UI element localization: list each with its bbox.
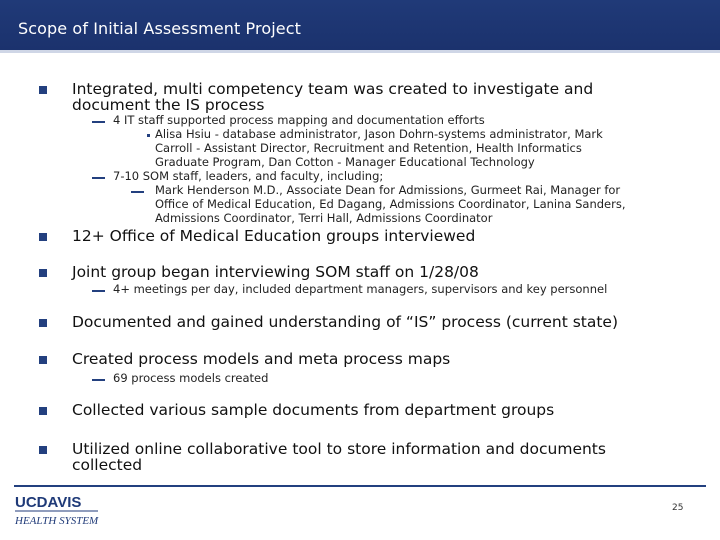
dash-icon: [92, 177, 105, 179]
it-staff-detail-1: Alisa Hsiu - database administrator, Jason Dohrn-systems administrator, Mark: [155, 127, 603, 141]
som-staff-detail-3: Admissions Coordinator, Terri Hall, Admissions Coordinator: [155, 211, 493, 225]
bullet-square-icon: [39, 319, 47, 327]
som-staff-detail-2: Office of Medical Education, Ed Dagang, Admissions Coordinator, Lanina Sanders,: [155, 197, 626, 211]
bullet-1-line-1: Integrated, multi competency team was created to investigate and: [72, 80, 594, 98]
dot-icon: [147, 134, 150, 137]
bullet-3: Joint group began interviewing SOM staff on 1/28/08: [72, 263, 479, 281]
bullet-square-icon: [39, 446, 47, 454]
ucdavis-health-system-logo: [14, 492, 100, 528]
bullet-square-icon: [39, 86, 47, 94]
bullet-square-icon: [39, 407, 47, 415]
title-underline: [0, 50, 720, 53]
bullet-square-icon: [39, 269, 47, 277]
bullet-4: Documented and gained understanding of “IS” process (current state): [72, 313, 619, 331]
dash-icon: [92, 121, 105, 123]
svg-text:HEALTH SYSTEM: HEALTH SYSTEM: [15, 515, 99, 527]
dash-icon: [92, 290, 105, 292]
sub-bullet-som-staff: 7-10 SOM staff, leaders, and faculty, including;: [113, 169, 384, 183]
dash-icon: [92, 379, 105, 381]
sub-bullet-it-staff: 4 IT staff supported process mapping and documentation efforts: [113, 113, 485, 127]
bullet-6: Collected various sample documents from department groups: [72, 401, 555, 419]
bullet-square-icon: [39, 233, 47, 241]
bullet-2: 12+ Office of Medical Education groups interviewed: [72, 227, 476, 245]
bullet-7-line-1: Utilized online collaborative tool to store information and documents: [72, 440, 606, 458]
page-number: 25: [672, 503, 684, 513]
it-staff-detail-3: Graduate Program, Dan Cotton - Manager Educational Technology: [155, 155, 535, 169]
bullet-7-line-2: collected: [72, 456, 143, 474]
bullet-1-line-2: document the IS process: [72, 96, 265, 114]
footer-rule: [14, 485, 706, 487]
som-staff-detail-1: Mark Henderson M.D., Associate Dean for Admissions, Gurmeet Rai, Manager for: [155, 183, 621, 197]
bullet-square-icon: [39, 356, 47, 364]
bullet-5: Created process models and meta process maps: [72, 350, 451, 368]
dash-icon: [131, 191, 144, 193]
title-bar: [0, 0, 720, 50]
svg-text:UCDAVIS: UCDAVIS: [15, 494, 82, 511]
bullet-5-sub: 69 process models created: [113, 371, 269, 385]
slide-title: Scope of Initial Assessment Project: [18, 19, 301, 38]
it-staff-detail-2: Carroll - Assistant Director, Recruitment and Retention, Health Informatics: [155, 141, 582, 155]
bullet-3-sub: 4+ meetings per day, included department managers, supervisors and key personnel: [113, 282, 608, 296]
